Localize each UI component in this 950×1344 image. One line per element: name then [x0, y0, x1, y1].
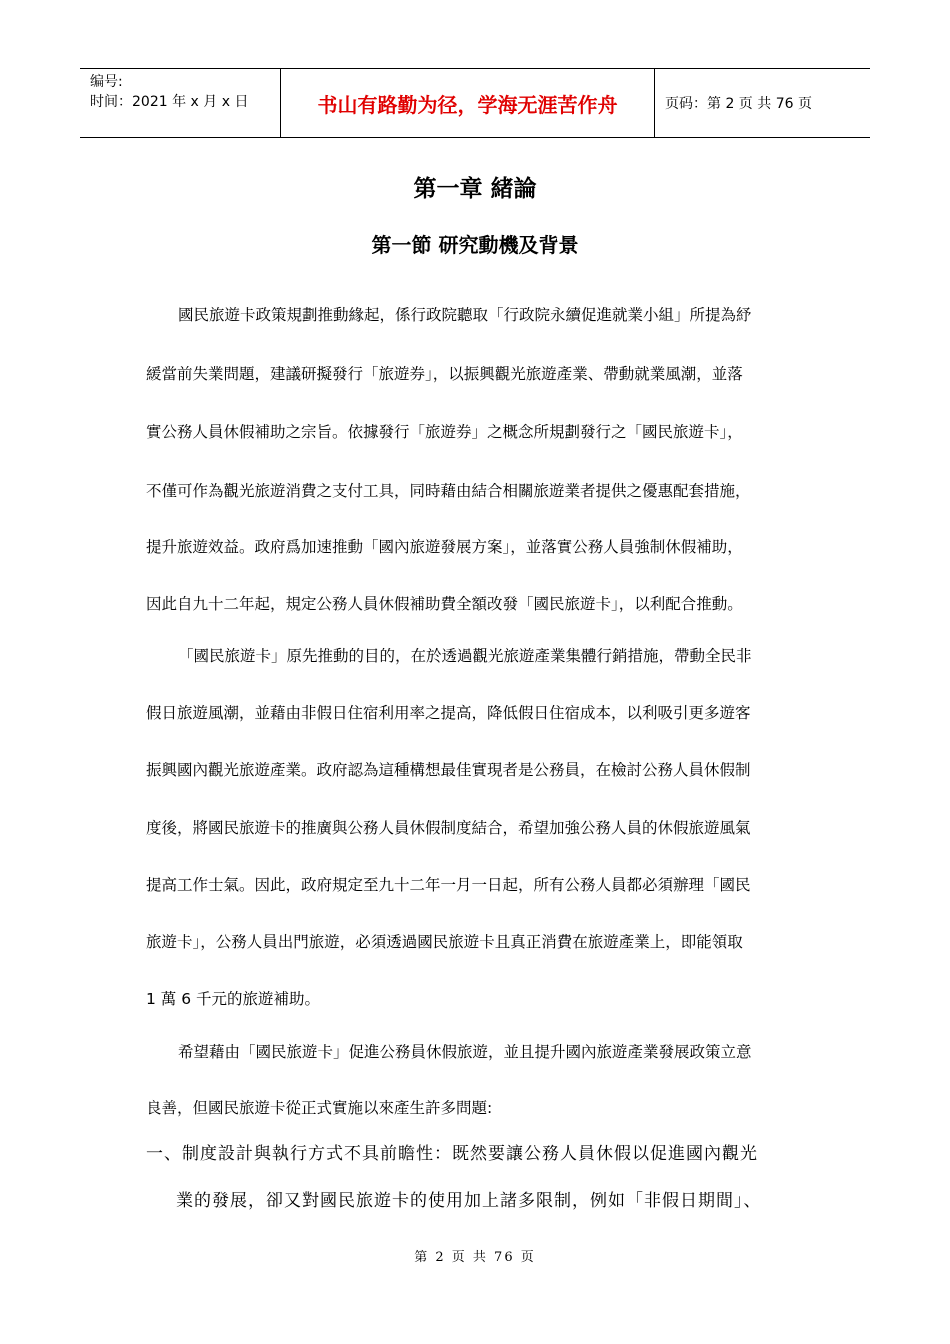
p3-line: 希望藉由「國民旅遊卡」促進公務員休假旅遊，並且提升國內旅遊產業發展政策立意 — [178, 1043, 752, 1061]
list-item-line: 業的發展，卻又對國民旅遊卡的使用加上諸多限制，例如「非假日期間」、 — [176, 1191, 762, 1211]
p2-line: 旅遊卡」，公務人員出門旅遊，必須透過國民旅遊卡且真正消費在旅遊產業上，即能領取 — [146, 933, 743, 951]
p2-line: 振興國內觀光旅遊產業。政府認為這種構想最佳實現者是公務員，在檢討公務人員休假制 — [146, 761, 751, 779]
p2-line: 提高工作士氣。因此，政府規定至九十二年一月一日起，所有公務人員都必須辦理「國民 — [146, 876, 751, 894]
p2-line: 1 萬 6 千元的旅遊補助。 — [146, 990, 321, 1008]
section-title: 第一節 研究動機及背景 — [371, 233, 579, 257]
page-code: 页码：第 2 页 共 76 页 — [665, 96, 812, 112]
time-label: 时间：2021 年 x 月 x 日 — [90, 94, 249, 110]
number-label: 编号: — [90, 74, 123, 90]
p1-line: 實公務人員休假補助之宗旨。依據發行「旅遊券」之概念所規劃發行之「國民旅遊卡」， — [146, 423, 743, 441]
p1-line: 不僅可作為觀光旅遊消費之支付工具，同時藉由結合相關旅遊業者提供之優惠配套措施， — [146, 482, 751, 500]
page-footer: 第 2 页 共 76 页 — [414, 1250, 536, 1265]
p3-line: 良善，但國民旅遊卡從正式實施以來產生許多問題: — [146, 1099, 493, 1117]
p2-line: 「國民旅遊卡」原先推動的目的，在於透過觀光旅遊產業集體行銷措施，帶動全民非 — [178, 647, 752, 665]
p1-line: 因此自九十二年起，規定公務人員休假補助費全額改發「國民旅遊卡」，以利配合推動。 — [146, 595, 743, 613]
p2-line: 假日旅遊風潮，並藉由非假日住宿利用率之提高，降低假日住宿成本，以利吸引更多遊客 — [146, 704, 751, 722]
header-meta — [80, 69, 280, 137]
p1-line: 提升旅遊效益。政府爲加速推動「國內旅遊發展方案」，並落實公務人員強制休假補助， — [146, 538, 743, 556]
chapter-title: 第一章 緒論 — [413, 176, 537, 202]
p1-line: 國民旅遊卡政策規劃推動緣起，係行政院聽取「行政院永續促進就業小組」所提為紓 — [178, 306, 752, 324]
p1-line: 緩當前失業問題，建議研擬發行「旅遊券」，以振興觀光旅遊產業、帶動就業風潮，並落 — [146, 365, 743, 383]
motto: 书山有路勤为径，学海无涯苦作舟 — [280, 69, 655, 137]
p2-line: 度後，將國民旅遊卡的推廣與公務人員休假制度結合，希望加強公務人員的休假旅遊風氣 — [146, 819, 751, 837]
list-item-line: 一、制度設計與執行方式不具前瞻性：既然要讓公務人員休假以促進國內觀光 — [146, 1144, 758, 1164]
header-table — [80, 68, 870, 138]
